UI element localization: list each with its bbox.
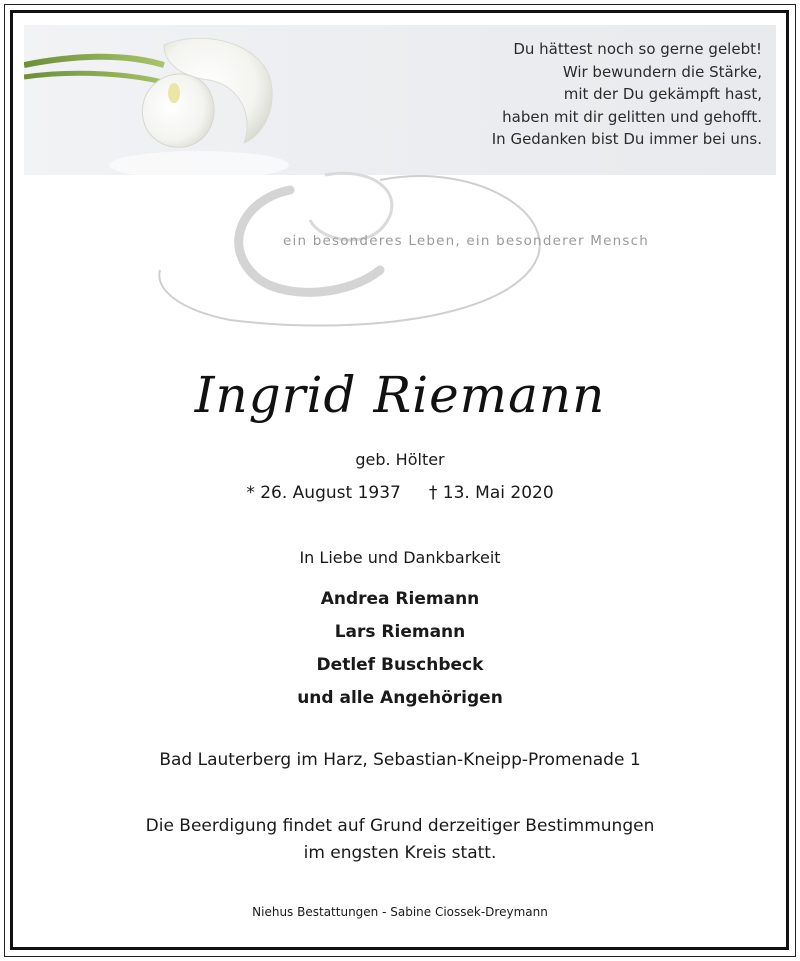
poem-line: In Gedanken bist Du immer bei uns. [491,130,762,148]
mourner: Detlef Buschbeck [316,655,484,675]
maiden-name: geb. Hölter [355,450,445,469]
funeral-notice-line: Die Beerdigung findet auf Grund derzeitiger Bestimmungen [145,816,655,836]
mourner: Andrea Riemann [320,589,480,609]
ornament-swirl-icon [150,160,570,340]
death-date: † 13. Mai 2020 [428,483,554,503]
birth-date: * 26. August 1937 [246,483,401,503]
poem-line: Du hättest noch so gerne gelebt! [513,40,762,58]
header-banner [24,25,776,175]
dedication: In Liebe und Dankbarkeit [299,548,501,567]
deceased-name: Ingrid Riemann [194,366,606,424]
poem [492,38,762,151]
mourner: Lars Riemann [334,622,466,642]
funeral-notice-line: im engsten Kreis statt. [303,843,497,863]
poem-line: mit der Du gekämpft hast, [563,85,762,103]
poem-line: Wir bewundern die Stärke, [562,62,762,81]
motto: ein besonderes Leben, ein besonderer Mensch [283,233,650,249]
address: Bad Lauterberg im Harz, Sebastian-Kneipp-Promenade 1 [159,750,641,770]
undertaker: Niehus Bestattungen - Sabine Ciossek-Dreymann [252,905,548,919]
life-dates [0,483,800,503]
poem-line: haben mit dir gelitten und gehofft. [502,107,762,126]
mourner: und alle Angehörigen [297,688,503,708]
